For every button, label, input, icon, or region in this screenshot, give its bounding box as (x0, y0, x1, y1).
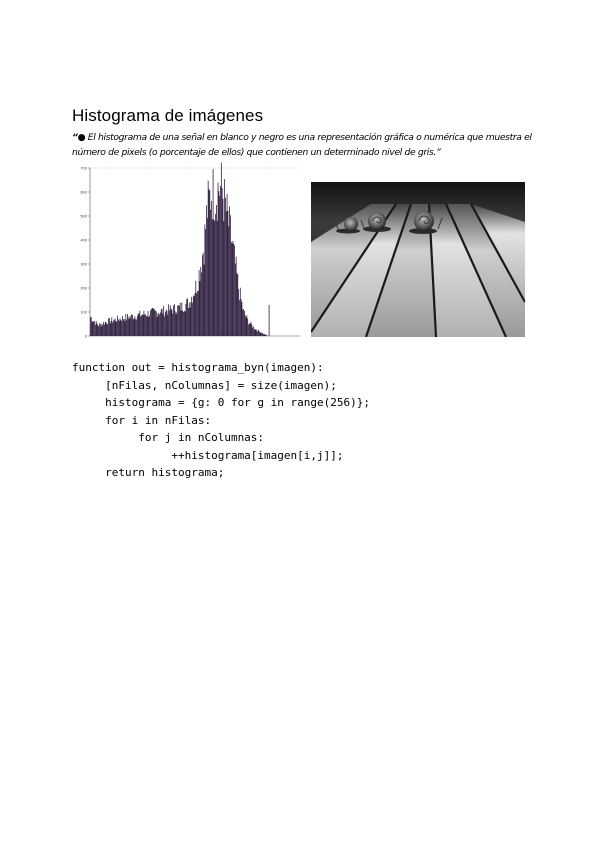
histogram-bar (190, 307, 191, 336)
histogram-bar (182, 311, 183, 336)
code-line: [nFilas, nColumnas] = size(imagen); (72, 378, 337, 392)
histogram-bar (227, 194, 228, 336)
histogram-bar (188, 308, 189, 336)
quote-text: El histograma de una señal en blanco y negro es una representación gráfica o numérica que muestra el número de pixels (o porcentaje de ellos) que contienen un determinado nivel de gris.” (72, 132, 532, 158)
histogram-bar (259, 331, 260, 336)
histogram-bar (140, 316, 141, 336)
histogram-bar (212, 219, 213, 336)
y-tick-label: 700 (80, 165, 87, 171)
histogram-bar (114, 320, 115, 336)
histogram-bar (265, 335, 266, 336)
histogram-bar (124, 319, 125, 336)
histogram-bar (255, 330, 256, 336)
histogram-bar (173, 305, 174, 336)
histogram-bar (97, 325, 98, 336)
histogram-bar (201, 272, 202, 336)
histogram-bar (98, 326, 99, 336)
histogram-bar (230, 215, 231, 336)
histogram-bar (256, 330, 257, 336)
histogram-bar (146, 316, 147, 336)
histogram-bar (257, 331, 258, 336)
histogram-bar (179, 306, 180, 336)
histogram-bar (195, 293, 196, 336)
histogram-bar (200, 267, 201, 336)
histogram-bar (102, 325, 103, 336)
histogram-bar (226, 211, 227, 336)
section-title: Histograma de imágenes (72, 106, 264, 125)
histogram-bar (193, 296, 194, 336)
histogram-bar (144, 314, 145, 336)
histogram-bar (210, 210, 211, 336)
histogram-bar (167, 315, 168, 336)
histogram-bar (228, 211, 229, 336)
histogram-bar (208, 181, 209, 336)
histogram-bar (106, 322, 107, 336)
histogram-bar (102, 324, 103, 336)
snails-photo-image (311, 182, 525, 337)
histogram-bar (260, 333, 261, 336)
histogram-bar (252, 328, 253, 336)
histogram-bar (172, 314, 173, 336)
y-tick-label: 600 (80, 189, 87, 195)
histogram-bar (224, 179, 225, 336)
histogram-bar (215, 214, 216, 336)
histogram-chart (72, 160, 304, 340)
histogram-bar (149, 315, 150, 336)
code-block (72, 359, 370, 482)
histogram-bar (213, 169, 214, 336)
histogram-bar (263, 334, 264, 336)
histogram-bar (134, 318, 135, 336)
histogram-bar (141, 315, 142, 336)
histogram-bar (241, 299, 242, 336)
histogram-bar (125, 321, 126, 336)
histogram-figure (72, 160, 304, 340)
histogram-bar (207, 218, 208, 336)
histogram-bar (186, 299, 187, 336)
y-tick-label: 300 (80, 261, 87, 267)
histogram-bar (165, 312, 166, 336)
histogram-bar (262, 333, 263, 336)
histogram-bar (196, 293, 197, 336)
histogram-bar (169, 310, 170, 336)
histogram-bar (205, 229, 206, 336)
code-line: for i in nFilas: (72, 413, 212, 427)
histogram-bar (172, 310, 173, 336)
histogram-bar (191, 297, 192, 336)
histogram-bar (155, 311, 156, 336)
y-tick-label: 500 (80, 213, 87, 219)
histogram-bar (225, 198, 226, 336)
histogram-bar (190, 302, 191, 336)
histogram-bar (211, 201, 212, 336)
histogram-bar (236, 257, 237, 336)
histogram-bar (181, 311, 182, 336)
histogram-bar (139, 311, 140, 336)
histogram-bar (254, 329, 255, 336)
histogram-bar (261, 333, 262, 336)
histogram-bar (150, 310, 151, 336)
histogram-bar (135, 319, 136, 336)
histogram-bar (175, 311, 176, 336)
histogram-bar (117, 316, 118, 336)
histogram-bar (123, 319, 124, 336)
histogram-bar (163, 306, 164, 336)
histogram-bar (170, 305, 171, 336)
histogram-bar (242, 302, 243, 336)
histogram-bar (220, 186, 221, 336)
histogram-bar (265, 335, 266, 336)
histogram-bar (159, 315, 160, 336)
histogram-bar (119, 321, 120, 336)
histogram-bar (151, 309, 152, 336)
histogram-bar (142, 314, 143, 336)
histogram-bar (251, 322, 252, 336)
histogram-bar (174, 304, 175, 336)
histogram-bar (153, 309, 154, 336)
histogram-bar (129, 319, 130, 336)
histogram-bar (107, 324, 108, 336)
histogram-bar (233, 244, 234, 336)
histogram-bar (216, 205, 217, 336)
histogram-bar (104, 325, 105, 336)
histogram-bar (181, 302, 182, 336)
histogram-bar (96, 321, 97, 336)
histogram-bar (183, 312, 184, 336)
histogram-bar (247, 318, 248, 336)
histogram-bar (138, 314, 139, 336)
histogram-bar (112, 322, 113, 336)
histogram-bar (160, 313, 161, 336)
histogram-bar (260, 332, 261, 336)
histogram-bar (238, 289, 239, 336)
histogram-bar (118, 319, 119, 336)
histogram-bar (167, 311, 168, 336)
histogram-bar (198, 291, 199, 336)
histogram-bar (266, 335, 267, 336)
histogram-bar (145, 314, 146, 336)
histogram-bar (219, 196, 220, 336)
histogram-bar (189, 302, 190, 336)
histogram-bar (248, 324, 249, 336)
histogram-bar (116, 322, 117, 336)
histogram-bar (264, 334, 265, 336)
histogram-bar (103, 322, 104, 336)
code-line: histograma = {g: 0 for g in range(256)}; (72, 396, 371, 409)
histogram-bar (111, 317, 112, 336)
histogram-bar (116, 321, 117, 336)
histogram-bar (184, 311, 185, 336)
histogram-bar (168, 304, 169, 336)
histogram-bar (91, 317, 92, 336)
histogram-bar (90, 317, 91, 336)
histogram-bar (186, 304, 187, 336)
histogram-bar (113, 321, 114, 336)
histogram-bar (164, 316, 165, 336)
histogram-bar (194, 296, 195, 336)
histogram-bar (162, 309, 163, 336)
histogram-bar (221, 163, 222, 336)
histogram-bar (111, 321, 112, 336)
histogram-bar (228, 226, 229, 336)
y-tick-label: 100 (80, 309, 87, 315)
histogram-bar (97, 323, 98, 336)
histogram-bar (101, 326, 102, 336)
histogram-bar (100, 324, 101, 336)
histogram-bar (136, 320, 137, 336)
histogram-bar (128, 317, 129, 336)
histogram-bar (244, 311, 245, 336)
histogram-bar (154, 310, 155, 336)
histogram-bar (218, 191, 219, 336)
histogram-bar (137, 316, 138, 336)
histogram-bar (243, 309, 244, 336)
code-line: return histograma; (72, 466, 225, 479)
histogram-bar (162, 314, 163, 336)
histogram-bar (134, 316, 135, 336)
histogram-bar (120, 318, 121, 336)
histogram-bar (130, 316, 131, 336)
histogram-bar (108, 318, 109, 336)
histogram-bar (94, 322, 95, 336)
histogram-bar (147, 316, 148, 336)
histogram-bar (127, 314, 128, 336)
code-line: ++histograma[imagen[i,j]]; (72, 448, 344, 462)
histogram-bar (166, 310, 167, 336)
histogram-bar (237, 274, 238, 336)
histogram-bar (192, 303, 193, 336)
histogram-bar (251, 324, 252, 336)
y-tick-label: 200 (80, 285, 87, 291)
histogram-bar (209, 189, 210, 336)
histogram-bar (234, 245, 235, 336)
histogram-bar (245, 315, 246, 336)
code-line: for j in nColumnas: (72, 431, 265, 444)
histogram-bar (202, 255, 203, 336)
histogram-bar (143, 315, 144, 336)
histogram-bar (200, 281, 201, 336)
histogram-bar (106, 324, 107, 336)
histogram-bar (231, 242, 232, 336)
histogram-bar (204, 265, 205, 336)
histogram-bar (199, 270, 200, 336)
histogram-bar (209, 190, 210, 336)
histogram-bar (99, 323, 100, 336)
histogram-bar (178, 305, 179, 336)
histogram-bar (110, 323, 111, 336)
histogram-bar (187, 298, 188, 336)
histogram-bar (144, 311, 145, 336)
snails-photo (311, 182, 525, 337)
histogram-bar (148, 311, 149, 336)
histogram-bar (232, 241, 233, 336)
histogram-bar (152, 308, 153, 336)
histogram-bar (156, 311, 157, 336)
histogram-bar (158, 314, 159, 336)
histogram-bar (197, 291, 198, 336)
histogram-bar (214, 221, 215, 336)
histogram-bar (161, 309, 162, 336)
histogram-bar (206, 205, 207, 336)
histogram-bar (235, 264, 236, 336)
histogram-bar (133, 319, 134, 336)
histogram-bar (195, 281, 196, 336)
histogram-bar (240, 288, 241, 336)
histogram-bar (204, 225, 205, 336)
histogram-bar (125, 314, 126, 336)
histogram-bar (229, 206, 230, 336)
histogram-bar (176, 314, 177, 336)
histogram-bar (239, 300, 240, 336)
histogram-bar (177, 305, 178, 336)
histogram-bar (218, 183, 219, 336)
histogram-bar (121, 321, 122, 336)
histogram-bar (232, 243, 233, 336)
histogram-bar (120, 320, 121, 336)
histogram-bar (148, 317, 149, 336)
histogram-bar (139, 314, 140, 336)
histogram-bar (223, 221, 224, 336)
histogram-bar (92, 322, 93, 336)
histogram-bar (246, 315, 247, 336)
histogram-bar (180, 303, 181, 336)
y-tick-label: 400 (80, 237, 87, 243)
y-tick-label: 0 (84, 333, 87, 339)
histogram-bar (130, 317, 131, 336)
histogram-bar (176, 312, 177, 336)
histogram-bar (223, 199, 224, 336)
quote-open-mark: “● (72, 132, 86, 143)
histogram-bar (171, 308, 172, 336)
histogram-bar (126, 320, 127, 336)
definition-quote (72, 130, 542, 160)
histogram-bar (258, 330, 259, 336)
histogram-bar (131, 314, 132, 336)
histogram-bar (109, 318, 110, 336)
histogram-bar (242, 309, 243, 336)
histogram-bar (253, 326, 254, 336)
histogram-bar (250, 324, 251, 336)
histogram-bar (246, 317, 247, 336)
histogram-bar (157, 317, 158, 336)
histogram-bar (122, 316, 123, 336)
histogram-bar (105, 322, 106, 336)
histogram-bar (158, 313, 159, 336)
histogram-bar (249, 323, 250, 336)
histogram-bar (153, 308, 154, 336)
histogram-bar (269, 305, 270, 336)
histogram-bar (185, 311, 186, 336)
histogram-bar (95, 325, 96, 336)
histogram-bar (214, 220, 215, 336)
histogram-bar (93, 321, 94, 336)
histogram-bar (217, 221, 218, 336)
histogram-bar (222, 188, 223, 336)
histogram-bar (92, 322, 93, 336)
histogram-bar (203, 253, 204, 336)
histogram-bar (115, 319, 116, 336)
code-line: function out = histograma_byn(imagen): (72, 361, 324, 374)
histogram-bar (256, 329, 257, 336)
histogram-bar (132, 315, 133, 336)
histogram-bar (237, 273, 238, 336)
